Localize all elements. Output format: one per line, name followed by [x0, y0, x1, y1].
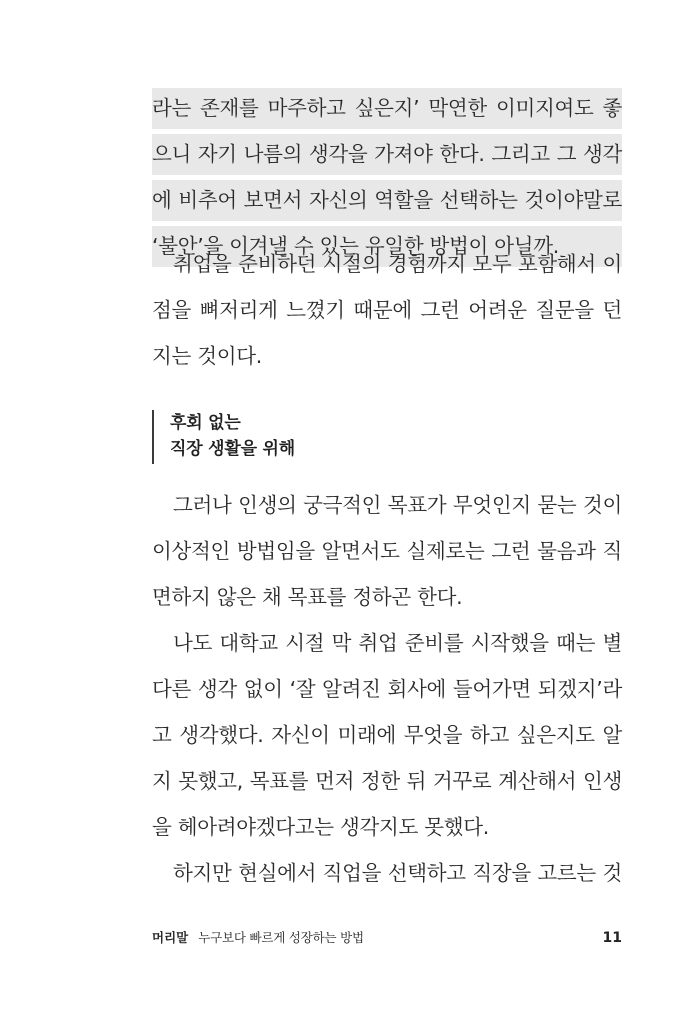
text-line: 면하지 않은 채 목표를 정하곤 한다.: [152, 585, 463, 609]
footer-section-label: 머리말: [152, 930, 189, 945]
section-heading-line-2: 직장 생활을 위해: [170, 439, 295, 459]
highlighted-line: 으니 자기 나름의 생각을 가져야 한다. 그리고 그 생각: [152, 134, 622, 175]
text-line: 하지만 현실에서 직업을 선택하고 직장을 고르는 것: [173, 861, 622, 885]
text-line: 을 헤아려야겠다고는 생각지도 못했다.: [152, 815, 489, 839]
section-heading: [152, 410, 295, 464]
text-line: 다른 생각 없이 ‘잘 알려진 회사에 들어가면 되겠지’라: [152, 677, 622, 701]
text-line: 고 생각했다. 자신이 미래에 무엇을 하고 싶은지도 알: [152, 723, 622, 747]
text-line: 지 못했고, 목표를 먼저 정한 뒤 거꾸로 계산해서 인생: [152, 769, 622, 793]
page-number: 11: [602, 930, 622, 946]
text-line: 이상적인 방법임을 알면서도 실제로는 그런 물음과 직: [152, 539, 622, 563]
text-line: 취업을 준비하던 시절의 경험까지 모두 포함해서 이: [173, 252, 622, 276]
highlighted-line: ‘불안’을 이겨낼 수 있는 유일한 방법이 아닐까.: [152, 226, 622, 267]
section-heading-line-1: 후회 없는: [170, 413, 241, 433]
paragraph-2: [152, 244, 622, 382]
text-line: 그러나 인생의 궁극적인 목표가 무엇인지 묻는 것이: [173, 493, 622, 517]
page-footer: [152, 927, 622, 949]
text-line: 지는 것이다.: [152, 344, 262, 368]
footer-book-title: 누구보다 빠르게 성장하는 방법: [198, 930, 364, 945]
text-line: 점을 뼈저리게 느꼈기 때문에 그런 어려운 질문을 던: [152, 298, 622, 322]
text-line: 나도 대학교 시절 막 취업 준비를 시작했을 때는 별: [173, 631, 622, 655]
highlighted-line: 라는 존재를 마주하고 싶은지’ 막연한 이미지여도 좋: [152, 88, 622, 129]
highlighted-line: 에 비추어 보면서 자신의 역할을 선택하는 것이야말로: [152, 180, 622, 221]
body-paragraphs: [152, 485, 622, 899]
